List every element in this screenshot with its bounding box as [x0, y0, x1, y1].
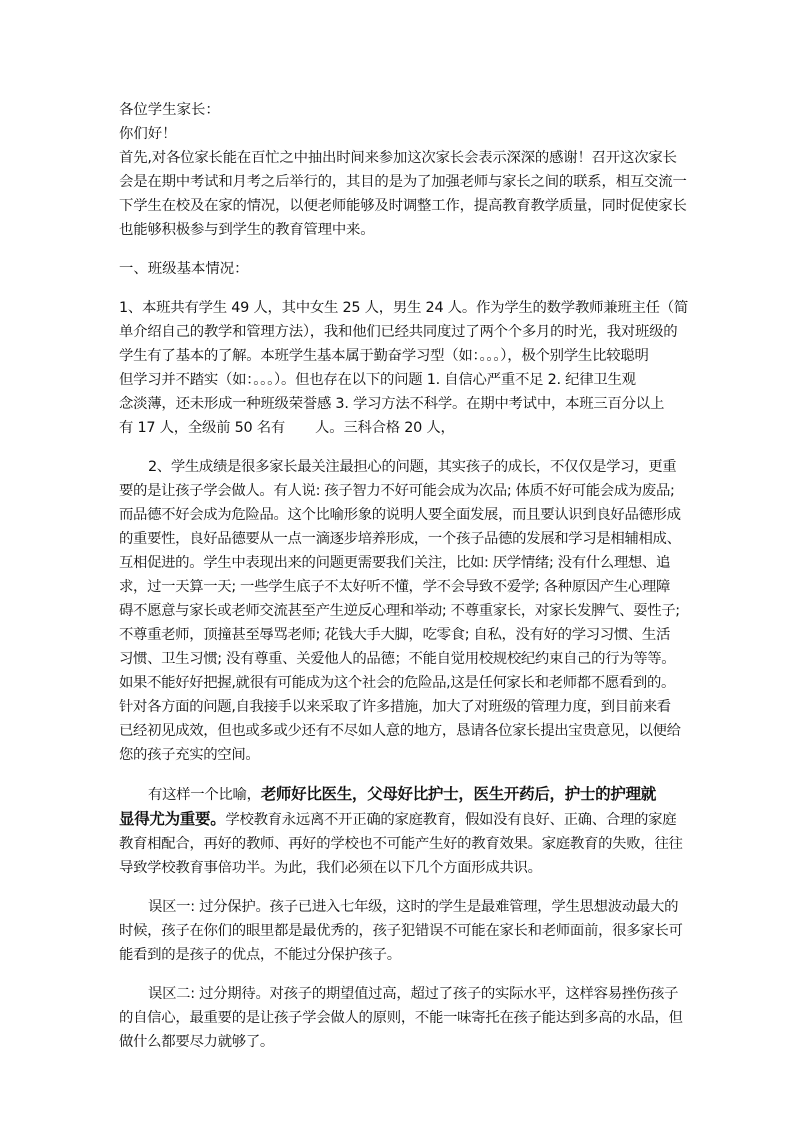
metaphor-bold-text: 老师好比医生，父母好比护士，医生开药后，护士的护理就: [260, 785, 656, 803]
text-line: 2、学生成绩是很多家长最关注最担心的问题，其实孩子的成长，不仅仅是学习，更重: [148, 459, 677, 475]
metaphor-text: 学校教育永远离不开正确的家庭教育，假如没有良好、正确、合理的家庭: [225, 812, 677, 828]
grades-paragraph: [119, 455, 679, 479]
text-line: 导致学校教育事倍功半。为此，我们必须在以下几个方面形成共识。: [119, 860, 542, 876]
text-line: 能看到的是孩子的优点，不能过分保护孩子。: [119, 947, 401, 963]
text-line: 互相促进的。学生中表现出来的问题更需要我们关注，比如: 厌学情绪; 没有什么理想、追: [119, 555, 670, 571]
score-text: 有 17 人，全级前 50 名有: [119, 420, 286, 436]
text-line: 做什么都要尽力就够了。: [119, 1034, 274, 1050]
text-line: 习惯、卫生习惯; 没有尊重、关爱他人的品德；不能自觉用校规校纪约束自己的行为等等。: [119, 651, 676, 667]
metaphor-bold-text: 显得尤为重要。: [119, 810, 226, 828]
grades-paragraph-body: [119, 479, 679, 767]
section-heading: 一、班级基本情况：: [119, 261, 249, 277]
text-line: 针对各方面的问题,自我接手以来采取了许多措施，加大了对班级的管理力度，到目前来看: [119, 699, 671, 715]
score-text: 人。三科合格 20 人，: [315, 420, 455, 436]
text-line: 如果不能好好把握,就很有可能成为这个社会的危险品,这是任何家长和老师都不愿看到的。: [119, 675, 676, 691]
misconception-one: [119, 895, 683, 967]
text-line: 学生有了基本的了解。本班学生基本属于勤奋学习型（如：。。。），极个别学生比较聪明: [119, 348, 649, 364]
text-line: 而品德不好会成为危险品。这个比喻形象的说明人要全面发展，而且要认识到良好品德形成: [119, 507, 681, 523]
text-line: 已经初见成效，但也或多或少还有不尽如人意的地方，恳请各位家长提出宝贵意见，以便给: [119, 723, 681, 739]
greeting: 你们好！: [119, 126, 177, 142]
text-line: 但学习并不踏实（如：。。。）。但也存在以下的问题 1. 自信心严重不足 2. 纪律卫生观: [119, 372, 636, 388]
text-line: [119, 782, 679, 807]
letter-body: [119, 98, 689, 1054]
class-info-paragraph: [119, 296, 689, 440]
salutation: 各位学生家长：: [119, 102, 220, 118]
text-line: 首先,对各位家长能在百忙之中抽出时间来参加这次家长会表示深深的感谢！召开这次家长: [119, 150, 677, 166]
text-line: 单介绍自己的教学和管理方法），我和他们已经共同度过了两个个多月的时光，我对班级的: [119, 324, 678, 340]
text-line: 的重要性，良好品德要从一点一滴逐步培养形成，一个孩子品德的发展和学习是相辅相成、: [119, 531, 681, 547]
text-line: 要的是让孩子学会做人。有人说: 孩子智力不好可能会成为次品; 体质不好可能会成为废品;: [119, 483, 675, 499]
metaphor-lead: 有这样一个比喻，: [148, 787, 261, 803]
text-line: 下学生在校及在家的情况，以便老师能够及时调整工作，提高教育教学质量，同时促使家长: [119, 198, 687, 214]
intro-paragraph: [119, 146, 687, 242]
text-line: 的自信心，最重要的是让孩子学会做人的原则，不能一味寄托在孩子能达到多高的水品，但: [119, 1010, 683, 1026]
text-line: 您的孩子充实的空间。: [119, 747, 260, 763]
metaphor-paragraph: [119, 782, 683, 880]
text-line: 碍不愿意与家长或老师交流甚至产生逆反心理和举动; 不尊重家长，对家长发脾气、耍性子;: [119, 603, 680, 619]
text-line: 会是在期中考试和月考之后举行的，其目的是为了加强老师与家长之间的联系，相互交流一: [119, 174, 687, 190]
text-line: [119, 416, 679, 440]
misconception-two: [119, 982, 683, 1054]
text-line: [119, 807, 679, 832]
text-line: 念淡薄，还未形成一种班级荣誉感 3. 学习方法不科学。在期中考试中，本班三百分以上: [119, 396, 665, 412]
text-line: 1、本班共有学生 49 人，其中女生 25 人，男生 24 人。作为学生的数学教师兼班主任（简: [119, 300, 689, 316]
text-line: 误区二: 过分期待。对孩子的期望值过高，超过了孩子的实际水平，这样容易挫伤孩子: [148, 986, 679, 1002]
text-line: 教育相配合，再好的教师、再好的学校也不可能产生好的教育效果。家庭教育的失败，往往: [119, 836, 683, 852]
text-line: 求，过一天算一天; 一些学生底子不太好听不懂，学不会导致不爱学; 各种原因产生心理障: [119, 579, 670, 595]
text-line: 不尊重老师，顶撞甚至辱骂老师; 花钱大手大脚，吃零食; 自私，没有好的学习习惯、生活: [119, 627, 670, 643]
text-line: 误区一: 过分保护。孩子已进入七年级，这时的学生是最难管理，学生思想波动最大的: [148, 899, 679, 915]
text-line: 也能够积极参与到学生的教育管理中来。: [119, 222, 375, 238]
text-line: 时候，孩子在你们的眼里都是最优秀的，孩子犯错误不可能在家长和老师面前，很多家长可: [119, 923, 683, 939]
